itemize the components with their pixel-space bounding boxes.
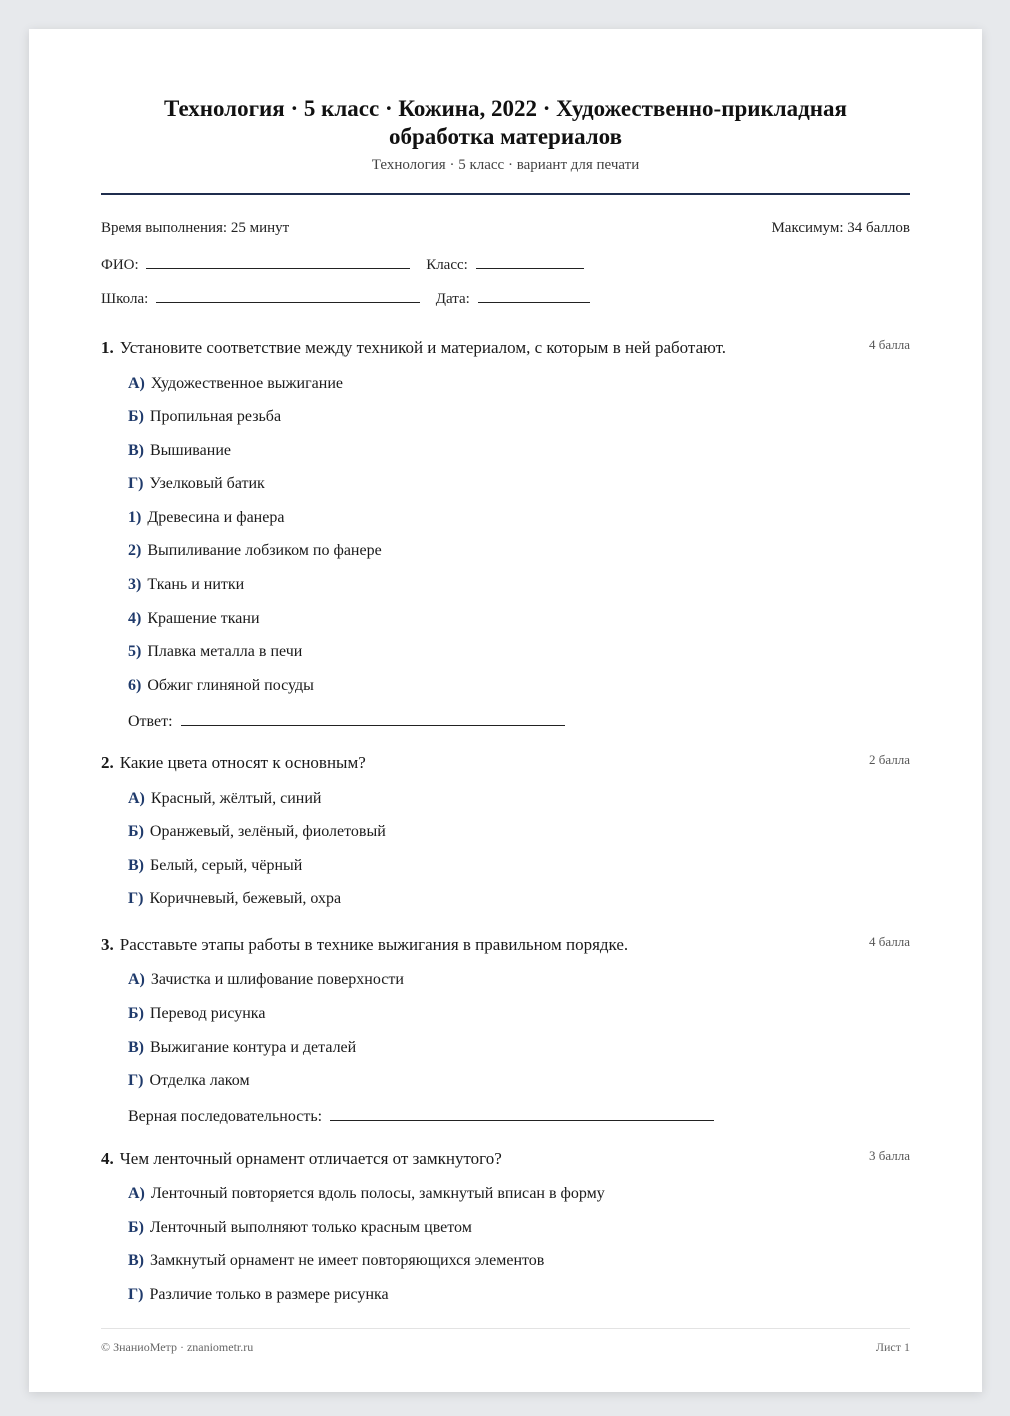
- page-footer: [101, 1340, 910, 1355]
- option[interactable]: [128, 374, 343, 394]
- option[interactable]: [128, 1184, 605, 1204]
- option-letter: Г): [128, 890, 144, 907]
- footer-divider: [101, 1328, 910, 1329]
- option-text: Плавка металла в печи: [147, 643, 303, 660]
- worksheet-page: [29, 29, 982, 1392]
- question-text: Какие цвета относят к основным?: [119, 753, 366, 772]
- option-text: Замкнутый орнамент не имеет повторяющихся элементов: [150, 1252, 545, 1269]
- option-text: Выпиливание лобзиком по фанере: [147, 542, 382, 559]
- option[interactable]: [128, 642, 302, 662]
- time-limit: Время выполнения: 25 минут: [101, 220, 290, 236]
- option-letter: 3): [128, 576, 142, 593]
- option-letter: А): [128, 971, 145, 988]
- option-letter: Г): [128, 1072, 144, 1089]
- option-letter: В): [128, 857, 144, 874]
- info-row: [101, 220, 910, 237]
- question-points: 3 балла: [869, 1148, 910, 1163]
- school-label: Школа:: [101, 291, 149, 307]
- option-text: Узелковый батик: [149, 475, 265, 492]
- option-letter: В): [128, 1039, 144, 1056]
- option-letter: Б): [128, 1005, 144, 1022]
- answer-field[interactable]: [181, 710, 565, 726]
- option[interactable]: [128, 1285, 389, 1305]
- date-label: Дата:: [435, 291, 470, 307]
- option-letter: 1): [128, 509, 142, 526]
- question-text: Установите соответствие между техникой и материалом, с которым в ней работают.: [119, 338, 726, 357]
- option[interactable]: [128, 508, 284, 528]
- school-field[interactable]: [156, 287, 420, 303]
- question-2: [101, 752, 910, 774]
- option-text: Отделка лаком: [149, 1072, 250, 1089]
- option[interactable]: [128, 575, 244, 595]
- question-number: 4.: [101, 1149, 114, 1168]
- date-field[interactable]: [478, 287, 590, 303]
- option[interactable]: [128, 474, 265, 494]
- option-text: Оранжевый, зелёный, фиолетовый: [149, 823, 386, 840]
- question-number: 1.: [101, 338, 114, 357]
- class-label: Класс:: [426, 257, 468, 273]
- question-points: 4 балла: [869, 934, 910, 949]
- title-line-1: Технология · 5 класс · Кожина, 2022 · Художественно-прикладная: [164, 96, 847, 121]
- option-text: Крашение ткани: [147, 610, 260, 627]
- option-text: Коричневый, бежевый, охра: [149, 890, 342, 907]
- option-letter: Б): [128, 408, 144, 425]
- option[interactable]: [128, 1038, 356, 1058]
- option-letter: Б): [128, 823, 144, 840]
- option-letter: А): [128, 790, 145, 807]
- option-letter: А): [128, 1185, 145, 1202]
- option[interactable]: [128, 609, 260, 629]
- option-letter: 2): [128, 542, 142, 559]
- page-subtitle: Технология · 5 класс · вариант для печати: [371, 157, 640, 173]
- option-text: Выжигание контура и деталей: [150, 1039, 357, 1056]
- question-4: [101, 1148, 910, 1170]
- fio-row: [101, 253, 910, 274]
- option-letter: Г): [128, 475, 144, 492]
- option[interactable]: [128, 889, 341, 909]
- header-divider: [101, 193, 910, 195]
- option[interactable]: [128, 1004, 265, 1024]
- question-text: Расставьте этапы работы в технике выжигания в правильном порядке.: [119, 935, 629, 954]
- option[interactable]: [128, 676, 314, 696]
- option[interactable]: [128, 970, 404, 990]
- option-text: Белый, серый, чёрный: [150, 857, 303, 874]
- option-text: Ленточный повторяется вдоль полосы, замкнутый вписан в форму: [150, 1185, 605, 1202]
- option-text: Ленточный выполняют только красным цветом: [149, 1219, 472, 1236]
- option-text: Художественное выжигание: [150, 375, 344, 392]
- option-text: Зачистка и шлифование поверхности: [150, 971, 404, 988]
- option[interactable]: [128, 407, 281, 427]
- question-number: 3.: [101, 935, 114, 954]
- school-row: [101, 287, 910, 308]
- option-letter: 6): [128, 677, 142, 694]
- option[interactable]: [128, 822, 386, 842]
- page-title: [101, 95, 910, 151]
- question-text: Чем ленточный орнамент отличается от замкнутого?: [119, 1149, 502, 1168]
- answer-row: [128, 710, 565, 732]
- option-letter: А): [128, 375, 145, 392]
- option-letter: Б): [128, 1219, 144, 1236]
- option-text: Перевод рисунка: [149, 1005, 266, 1022]
- question-points: 2 балла: [869, 752, 910, 767]
- option-text: Ткань и нитки: [147, 576, 245, 593]
- option-text: Пропильная резьба: [149, 408, 282, 425]
- footer-sheet-number: Лист 1: [875, 1340, 910, 1354]
- question-points: 4 балла: [869, 337, 910, 352]
- answer-field[interactable]: [330, 1105, 714, 1121]
- answer-label: Ответ:: [128, 713, 173, 730]
- option-text: Древесина и фанера: [147, 509, 285, 526]
- fio-label: ФИО:: [101, 257, 139, 273]
- option[interactable]: [128, 1218, 472, 1238]
- option-text: Вышивание: [150, 442, 231, 459]
- option-text: Различие только в размере рисунка: [149, 1286, 389, 1303]
- option-letter: 5): [128, 643, 142, 660]
- sequence-answer-row: [128, 1105, 714, 1127]
- question-3: [101, 934, 910, 956]
- fio-field[interactable]: [146, 253, 410, 269]
- option[interactable]: [128, 441, 231, 461]
- footer-copyright: © ЗнаниоМетр · znaniometr.ru: [101, 1340, 254, 1354]
- option[interactable]: [128, 1251, 544, 1271]
- answer-label: Верная последовательность:: [128, 1108, 323, 1125]
- question-1: [101, 337, 910, 359]
- option-letter: Г): [128, 1286, 144, 1303]
- option-letter: 4): [128, 610, 142, 627]
- option-letter: В): [128, 442, 144, 459]
- question-number: 2.: [101, 753, 114, 772]
- option[interactable]: [128, 1071, 250, 1091]
- option[interactable]: [128, 541, 382, 561]
- option-text: Красный, жёлтый, синий: [150, 790, 322, 807]
- max-score: Максимум: 34 баллов: [771, 220, 910, 236]
- option-letter: В): [128, 1252, 144, 1269]
- option-text: Обжиг глиняной посуды: [147, 677, 314, 694]
- title-line-2: обработка материалов: [388, 124, 623, 149]
- class-field[interactable]: [476, 253, 584, 269]
- option[interactable]: [128, 856, 302, 876]
- option[interactable]: [128, 789, 321, 809]
